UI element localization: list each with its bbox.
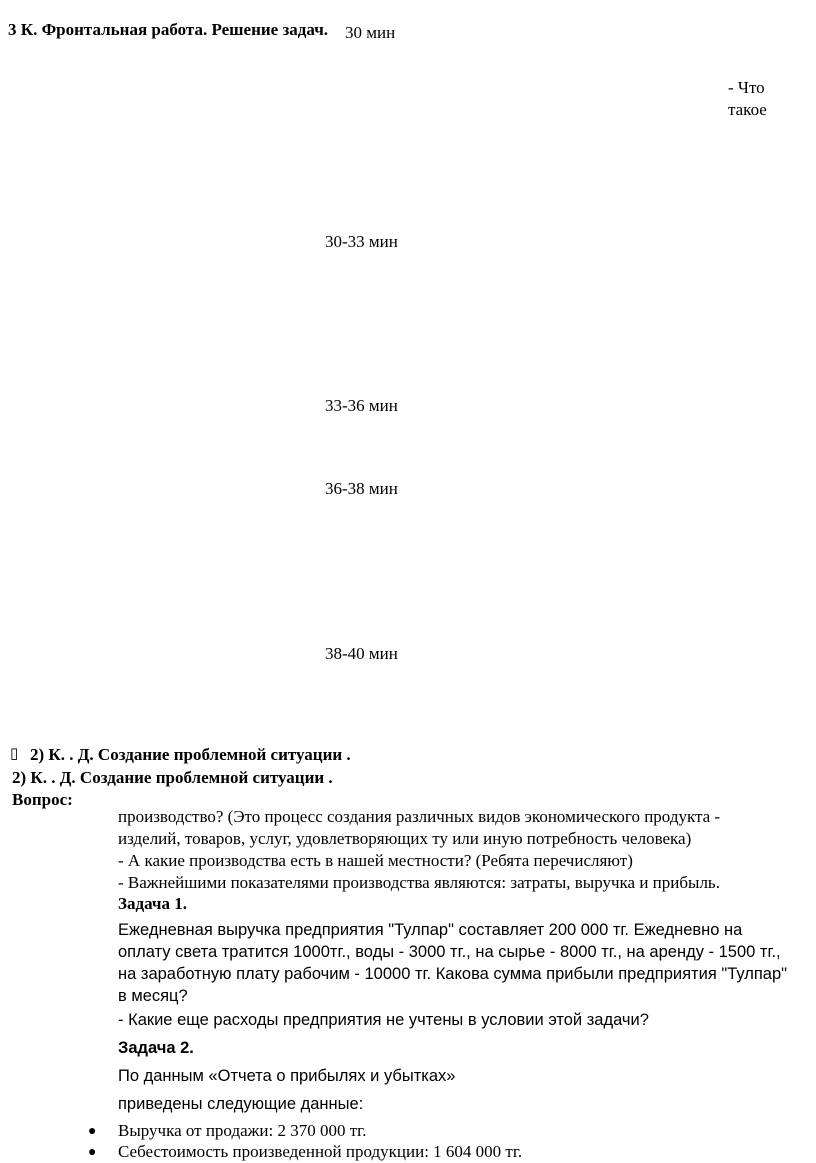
task1-title: Задача 1. <box>118 894 187 913</box>
bullet-icon: ● <box>88 1124 97 1139</box>
list-item: Выручка от продажи: 2 370 000 тг. <box>118 1121 367 1140</box>
task2-line2: приведены следующие данные: <box>118 1095 364 1113</box>
list-item: Себестоимость произведенной продукции: 1 604 000 тг. <box>118 1142 523 1161</box>
missing-glyph-icon: ▯ <box>10 746 19 762</box>
section-heading-marked: 2) К. . Д. Создание проблемной ситуации . <box>30 745 351 764</box>
time-label-1: 30-33 мин <box>325 232 398 251</box>
page-title: 3 К. Фронтальная работа. Решение задач. <box>8 20 329 39</box>
intro-line-3: - А какие производства есть в нашей местности? (Ребята перечисляют) <box>118 851 633 870</box>
task1-text: Ежедневная выручка предприятия "Тулпар" составляет 200 000 тг. Ежедневно на оплату света тратится 1000тг., воды - 3000 тг., на сырье - 8000 тг., на аренду - 1500 тг., на заработную плату рабочим - 10000 тг. Какова сумма прибыли предприятия "Тулпар" в месяц? <box>118 921 788 1005</box>
right-note-line2: такое <box>728 100 767 119</box>
right-note-line1: - Что <box>728 78 765 97</box>
question-label: Вопрос: <box>12 790 73 809</box>
bullet-icon: ● <box>88 1145 97 1160</box>
time-label-2: 33-36 мин <box>325 396 398 415</box>
intro-line-4: - Важнейшими показателями производства являются: затраты, выручка и прибыль. <box>118 873 720 892</box>
intro-line-1: производство? (Это процесс создания различных видов экономического продукта - <box>118 807 721 826</box>
task2-title: Задача 2. <box>118 1039 194 1057</box>
task1-question: - Какие еще расходы предприятия не учтены в условии этой задачи? <box>118 1011 649 1029</box>
header-time: 30 мин <box>345 23 396 42</box>
time-label-3: 36-38 мин <box>325 479 398 498</box>
time-label-4: 38-40 мин <box>325 644 398 663</box>
section-heading: 2) К. . Д. Создание проблемной ситуации . <box>12 768 333 787</box>
task2-line1: По данным «Отчета о прибылях и убытках» <box>118 1067 456 1085</box>
intro-line-2: изделий, товаров, услуг, удовлетворяющих ту или иную потребность человека) <box>118 829 692 848</box>
